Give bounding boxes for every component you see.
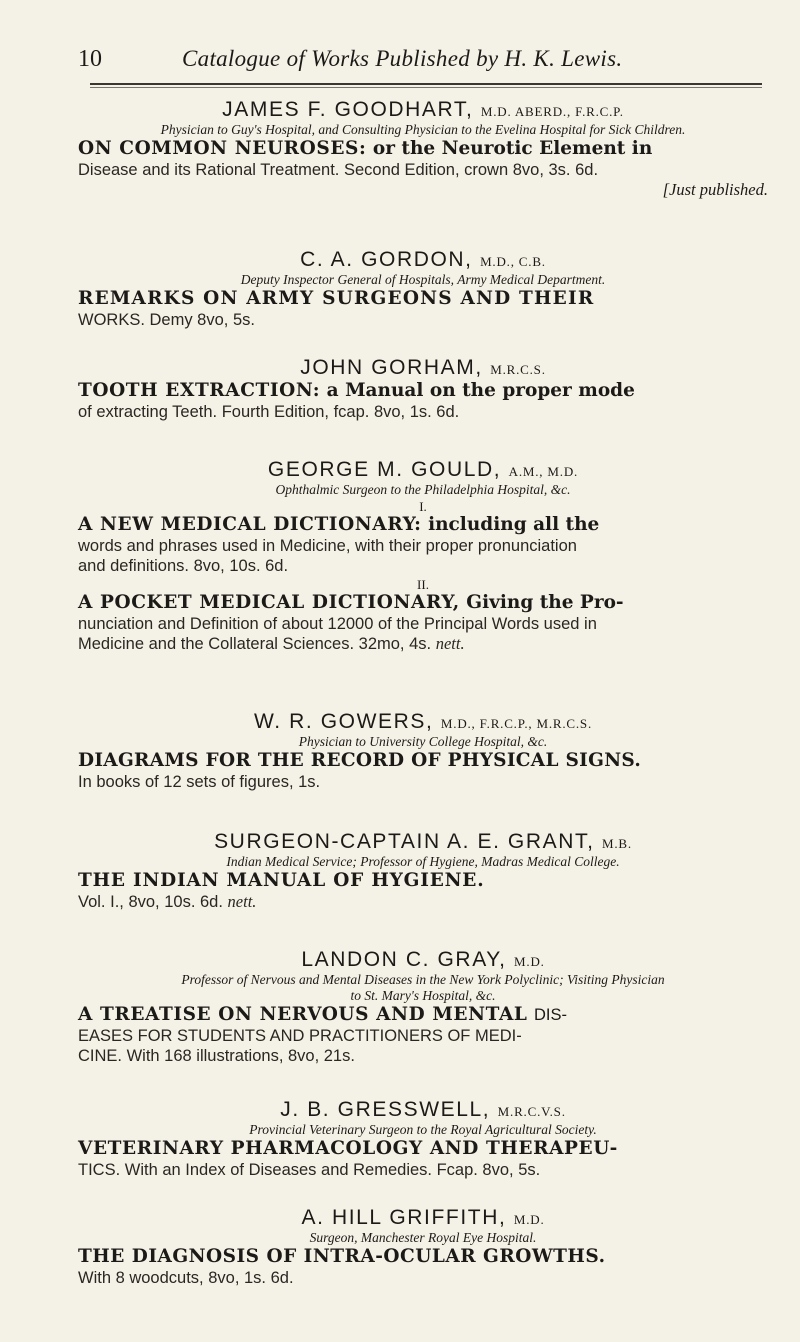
author-name: C. A. GORDON, M.D., C.B. <box>300 248 546 271</box>
author-name: A. HILL GRIFFITH, M.D. <box>301 1206 545 1229</box>
work-details: With 8 woodcuts, 8vo, 1s. 6d. <box>78 1269 294 1287</box>
work-details: CINE. With 168 illustrations, 8vo, 21s. <box>78 1047 355 1065</box>
entry-gould <box>78 458 768 654</box>
work-details: Disease and its Rational Treatment. Second Edition, crown 8vo, 3s. 6d. <box>78 161 599 179</box>
author-name: LANDON C. GRAY, M.D. <box>301 948 545 971</box>
work-title: DIAGRAMS FOR THE RECORD OF PHYSICAL SIGNS. <box>78 750 642 771</box>
work-details: EASES FOR STUDENTS AND PRACTITIONERS OF MEDI- <box>78 1027 522 1045</box>
author-credentials: A.M., M.D. <box>508 464 579 479</box>
work-title: A NEW MEDICAL DICTIONARY: including all the <box>78 514 600 535</box>
author-description: to St. Mary's Hospital, &c. <box>350 988 496 1003</box>
entry-gresswell <box>78 1098 768 1180</box>
publication-note: [Just published. <box>662 180 768 199</box>
author-name: W. R. GOWERS, M.D., F.R.C.P., M.R.C.S. <box>253 710 593 733</box>
author-name: J. B. GRESSWELL, M.R.C.V.S. <box>280 1098 566 1121</box>
entry-gorham <box>78 356 768 422</box>
work-title: REMARKS ON ARMY SURGEONS AND THEIR <box>78 288 595 309</box>
author-credentials: M.D., F.R.C.P., M.R.C.S. <box>440 716 593 731</box>
entry-gray <box>78 948 768 1066</box>
author-credentials: M.D. <box>513 1212 545 1227</box>
work-title: THE DIAGNOSIS OF INTRA-OCULAR GROWTHS. <box>78 1246 606 1267</box>
work-details: WORKS. Demy 8vo, 5s. <box>78 311 255 329</box>
work-title: THE INDIAN MANUAL OF HYGIENE. <box>78 870 485 891</box>
work-details: TICS. With an Index of Diseases and Remedies. Fcap. 8vo, 5s. <box>78 1161 541 1179</box>
work-details: of extracting Teeth. Fourth Edition, fcap. 8vo, 1s. 6d. <box>78 403 460 421</box>
author-description: Professor of Nervous and Mental Diseases in the New York Polyclinic; Visiting Physician <box>181 972 665 987</box>
work-title: A TREATISE ON NERVOUS AND MENTAL DIS- <box>78 1004 567 1025</box>
entry-goodhart <box>78 98 768 200</box>
author-description: Provincial Veterinary Surgeon to the Royal Agricultural Society. <box>249 1122 597 1137</box>
author-name: SURGEON-CAPTAIN A. E. GRANT, M.B. <box>214 830 632 853</box>
author-credentials: M.R.C.S. <box>490 362 546 377</box>
author-description: Deputy Inspector General of Hospitals, Army Medical Department. <box>240 272 606 287</box>
work-title: ON COMMON NEUROSES: or the Neurotic Element in <box>78 138 653 159</box>
page-number: 10 <box>78 46 102 72</box>
author-credentials: M.B. <box>601 836 632 851</box>
work-numeral: II. <box>417 577 429 592</box>
work-details: Medicine and the Collateral Sciences. 32mo, 4s. nett. <box>78 634 465 653</box>
work-details: words and phrases used in Medicine, with their proper pronunciation <box>78 537 577 555</box>
work-details: Vol. I., 8vo, 10s. 6d. nett. <box>78 892 257 911</box>
header-rule <box>90 83 762 85</box>
entry-griffith <box>78 1206 768 1288</box>
entry-grant <box>78 830 768 912</box>
work-details: In books of 12 sets of figures, 1s. <box>78 773 321 791</box>
author-credentials: M.D. ABERD., F.R.C.P. <box>480 104 624 119</box>
header-rule-thin <box>90 87 762 88</box>
author-description: Surgeon, Manchester Royal Eye Hospital. <box>309 1230 537 1245</box>
author-description: Physician to University College Hospital, &c. <box>298 734 548 749</box>
author-credentials: M.D., C.B. <box>480 254 546 269</box>
work-title: TOOTH EXTRACTION: a Manual on the proper mode <box>78 380 635 401</box>
author-credentials: M.R.C.V.S. <box>497 1104 566 1119</box>
work-details: and definitions. 8vo, 10s. 6d. <box>78 557 289 575</box>
author-description: Ophthalmic Surgeon to the Philadelphia Hospital, &c. <box>275 482 571 497</box>
author-name: JOHN GORHAM, M.R.C.S. <box>300 356 546 379</box>
work-title: A POCKET MEDICAL DICTIONARY, Giving the Pro- <box>78 592 624 613</box>
author-description: Physician to Guy's Hospital, and Consulting Physician to the Evelina Hospital for Sick Children. <box>160 122 686 137</box>
entry-gowers <box>78 710 768 792</box>
work-title: VETERINARY PHARMACOLOGY AND THERAPEU- <box>78 1138 618 1159</box>
author-name: GEORGE M. GOULD, A.M., M.D. <box>267 458 579 481</box>
running-head <box>52 46 770 86</box>
running-title: Catalogue of Works Published by H. K. Lewis. <box>182 46 623 71</box>
author-name: JAMES F. GOODHART, M.D. ABERD., F.R.C.P. <box>222 98 624 121</box>
author-description: Indian Medical Service; Professor of Hygiene, Madras Medical College. <box>226 854 620 869</box>
work-details: nunciation and Definition of about 12000 of the Principal Words used in <box>78 615 597 633</box>
author-credentials: M.D. <box>514 954 545 969</box>
work-numeral: I. <box>419 499 427 514</box>
entry-gordon <box>78 248 768 330</box>
